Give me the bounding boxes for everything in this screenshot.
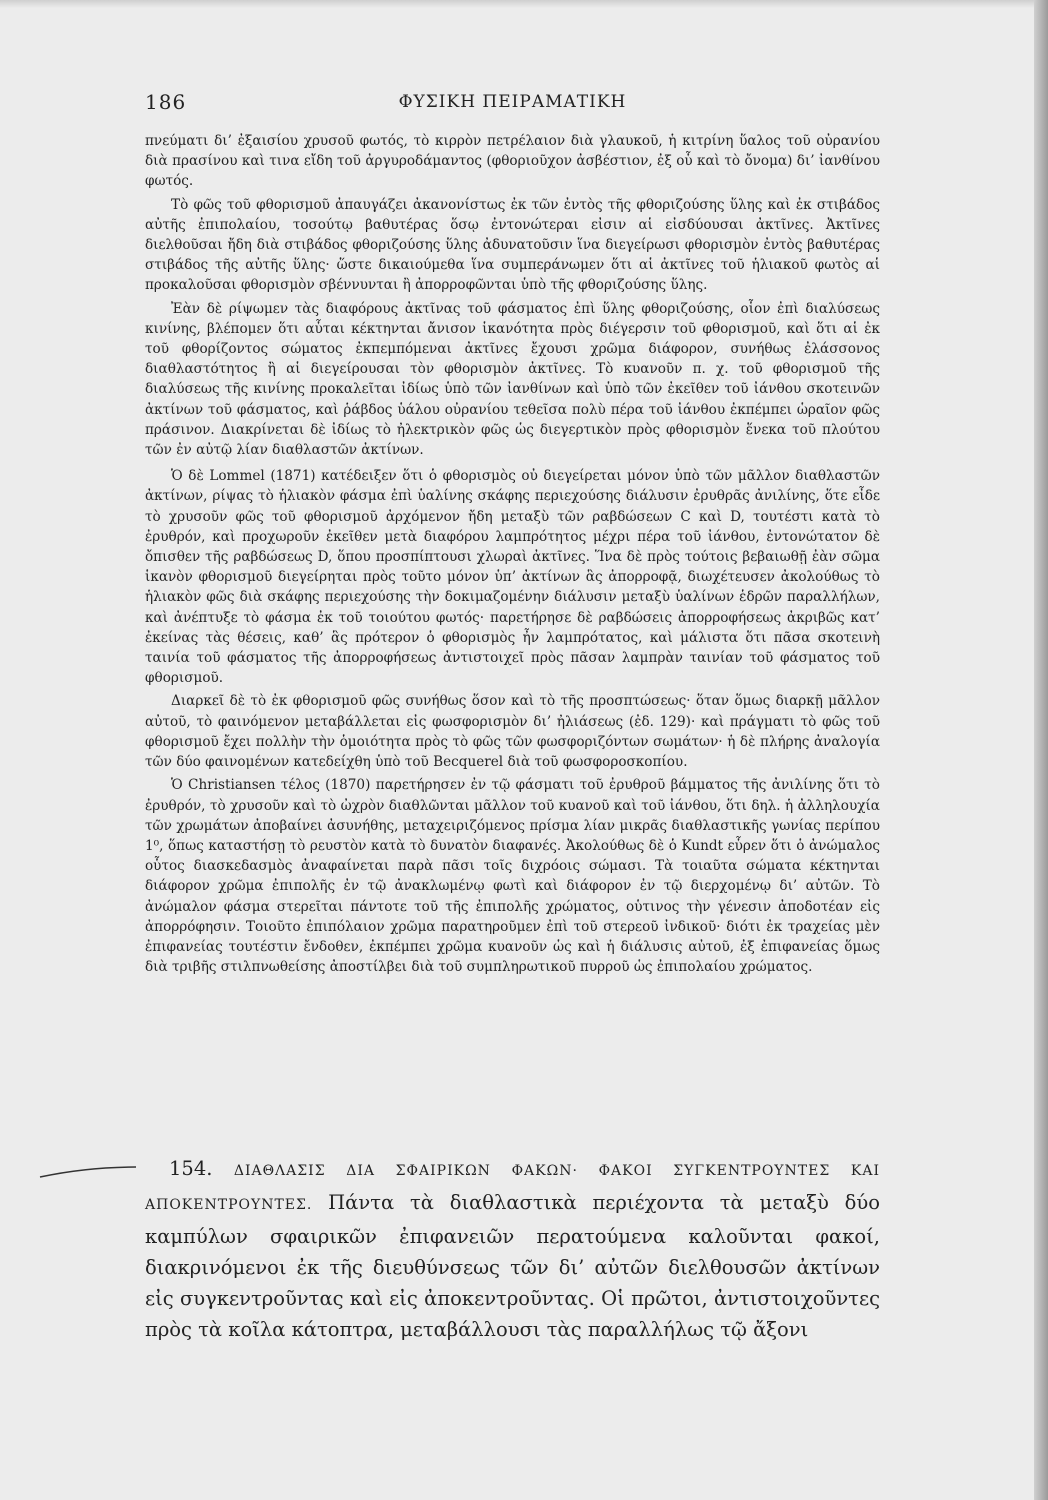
margin-pencil-mark	[38, 1163, 138, 1181]
section-text: Πάντα τὰ διαθλαστικὰ περιέχοντα τὰ μεταξὺ δύο καμπύλων σφαιρικῶν ἐπιφανειῶν περατούμενα καλοῦνται φακοί, διακρινόμενοι ἐκ τῆς διευθύνσεως τῶν δι’ αὐτῶν διελθουσῶν ἀκτίνων εἰς συγκεντροῦντας καὶ εἰς ἀποκεντροῦντας. Οἱ πρῶτοι, ἀντιστοιχοῦντες πρὸς τὰ κοῖλα κάτοπτρα, μεταβάλλουσι τὰς παραλλήλως τῷ ἄξονι	[145, 1191, 880, 1341]
paragraph-christiansen: Ὁ Christiansen τέλος (1870) παρετήρησεν ἐν τῷ φάσματι τοῦ ἐρυθροῦ βάμματος τῆς ἀνιλίνης ὅτι τὸ ἐρυθρόν, τὸ χρυσοῦν καὶ τὸ ὠχρὸν διαθλῶνται μᾶλλον τοῦ κυανοῦ καὶ τοῦ ἰάνθου, ὅτι δηλ. ἡ ἀλληλουχία τῶν χρωμάτων ἀποβαίνει ἀσυνήθης, μεταχειριζόμενος πρίσμα λίαν μικρᾶς διαθλαστικῆς γωνίας περίπου 1⁰, ὅπως καταστήσῃ τὸ ρευστὸν κατὰ τὸ δυνατὸν διαφανές. Ἀκολούθως δὲ ὁ Kundt εὗρεν ὅτι ὁ ἀνώμαλος οὗτος διασκεδασμὸς ἀναφαίνεται παρὰ πᾶσι τοῖς διχρόοις σώμασι. Τὰ τοιαῦτα σώματα κέκτηνται διάφορον χρῶμα ἐπιπολῆς ἐν τῷ ἀνακλωμένῳ φωτὶ καὶ διάφορον ἐν τῷ διερχομένῳ δι’ αὐτῶν. Τὸ ἀνώμαλον φάσμα στερεῖται πάντοτε τοῦ τῆς ἐπιπολῆς χρώματος, οὑτινος τὴν γένεσιν ἀποδοτέαν εἰς ἀπορρόφησιν. Τοιοῦτο ἐπιπόλαιον χρῶμα παρατηροῦμεν ἐπὶ τοῦ στερεοῦ ἰνδικοῦ· διότι ἐκ τραχείας μὲν ἐπιφανείας τουτέστιν ἔνδοθεν, ἐκπέμπει χρῶμα κυανοῦν ὡς καὶ ἡ διάλυσις αὐτοῦ, ἐξ ἐπιφανείας ὅμως διὰ τριβῆς στιλπνωθείσης ἀποστίλβει διὰ τοῦ συμπληρωτικοῦ πυρροῦ ὡς ἐπιπολαίου χρώματος.	[145, 777, 880, 976]
section-heading: ΔΙΑΘΛΑΣΙΣ ΔΙΑ ΣΦΑΙΡΙΚΩΝ ΦΑΚΩΝ· ΦΑΚΟΙ ΣΥΓΚΕΝΤΡΟΥΝΤΕΣ ΚΑΙ ΑΠΟΚΕΝΤΡΟΥΝΤΕΣ.	[145, 1163, 880, 1213]
page-number: 186	[145, 90, 187, 114]
section-paragraph	[145, 1153, 880, 1345]
section-154	[145, 1153, 880, 1345]
paragraph-continuation: πνεύματι δι’ ἐξαισίου χρυσοῦ φωτός, τὸ κιρρὸν πετρέλαιον διὰ γλαυκοῦ, ἡ κιτρίνη ὕαλος τοῦ οὐρανίου διὰ πρασίνου καὶ τινα εἴδη τοῦ ἀργυροδάμαντος (φθοριοῦχον ἀσβέστιον, ἐξ οὗ καὶ τὸ ὄνομα) δι’ ἰανθίνου φωτός.	[145, 133, 880, 190]
paragraph-phosphorescence: Διαρκεῖ δὲ τὸ ἐκ φθορισμοῦ φῶς συνήθως ὅσον καὶ τὸ τῆς προσπτώσεως· ὅταν ὅμως διαρκῇ μᾶλλον αὐτοῦ, τὸ φαινόμενον μεταβάλλεται εἰς φωσφορισμὸν δι’ ἠλιάσεως (ἐδ. 129)· καὶ πράγματι τὸ φῶς τοῦ φθορισμοῦ ἔχει πολλὴν τὴν ὁμοιότητα πρὸς τὸ φῶς τῶν φωσφοριζόντων σωμάτων· ἡ δὲ πλήρης ἀναλογία τῶν δύο φαινομένων κατεδείχθη ὑπὸ τοῦ Becquerel διὰ τοῦ φωσφοροσκοπίου.	[145, 693, 880, 771]
paragraph-spectrum-rays: Ἐὰν δὲ ρίψωμεν τὰς διαφόρους ἀκτῖνας τοῦ φάσματος ἐπὶ ὕλης φθοριζούσης, οἷον ἐπὶ διαλύσεως κινίνης, βλέπομεν ὅτι αὗται κέκτηνται ἄνισον ἱκανότητα πρὸς διέγερσιν τοῦ φθορισμοῦ, καὶ ὅτι αἱ ἐκ τοῦ φθορίζοντος σώματος ἐκπεμπόμεναι ἀκτῖνες ἔχουσι χρῶμα διάφορον, συνήθως ἐλάσσονος διαθλαστότητος ἢ αἱ διεγείρουσαι τὸν φθορισμὸν ἀκτῖνες. Τὸ κυανοῦν π. χ. τοῦ φθορισμοῦ τῆς διαλύσεως τῆς κινίνης προκαλεῖται ἰδίως ὑπὸ τῶν ἰανθίνων καὶ ὑπὸ τῶν ἐκεῖθεν τοῦ ἰάνθου σκοτεινῶν ἀκτίνων τοῦ φάσματος, καὶ ῥάβδος ὑάλου οὐρανίου τεθεῖσα πολὺ πέρα τοῦ ἰάνθου ἐκπέμπει ὡραῖον φῶς πράσινον. Διακρίνεται δὲ ἰδίως τὸ ἠλεκτρικὸν φῶς ὡς διεγερτικὸν πρὸς φθορισμὸν ἕνεκα τοῦ πλούτου τῶν ἐν αὐτῷ λίαν διαθλαστῶν ἀκτίνων.	[145, 300, 880, 459]
body-text	[145, 131, 880, 977]
section-number: 154.	[169, 1157, 213, 1180]
running-title: ΦΥΣΙΚΗ ΠΕΙΡΑΜΑΤΙΚΗ	[398, 92, 627, 112]
page-header	[145, 90, 880, 120]
paragraph-fluorescence-light: Τὸ φῶς τοῦ φθορισμοῦ ἀπαυγάζει ἀκανονίστως ἐκ τῶν ἐντὸς τῆς φθοριζούσης ὕλης καὶ ἐκ στιβάδος αὐτῆς ἐπιπολαίου, τοσούτῳ βαθυτέρας ὅσῳ ἐντονώτεραι εἰσιν αἱ εἰσδύουσαι ἀκτῖνες. Ἀκτῖνες διελθοῦσαι ἤδη διὰ στιβάδος φθοριζούσης ὕλης ἀδυνατοῦσιν ἵνα διεγείρωσι φθορισμὸν ἐντὸς βαθυτέρας στιβάδος τῆς αὐτῆς ὕλης· ὥστε δικαιούμεθα ἵνα συμπεράνωμεν ὅτι αἱ ἀκτῖνες τοῦ ἡλιακοῦ φωτὸς αἱ προκαλοῦσαι φθορισμὸν σβέννυνται ἢ ἀπορροφῶνται ὑπὸ τῆς φθοριζούσης ὕλης.	[145, 196, 880, 294]
page-top-edge	[0, 0, 1048, 8]
page-right-edge	[1034, 0, 1048, 1500]
paragraph-lommel: Ὁ δὲ Lommel (1871) κατέδειξεν ὅτι ὁ φθορισμὸς οὐ διεγείρεται μόνον ὑπὸ τῶν μᾶλλον διαθλαστῶν ἀκτίνων, ρίψας τὸ ἡλιακὸν φάσμα ἐπὶ ὑαλίνης σκάφης περιεχούσης διάλυσιν ἐρυθρᾶς ἀνιλίνης, ὅτε εἶδε τὸ χρυσοῦν φῶς τοῦ φθορισμοῦ ἀρχόμενον ἤδη μεταξὺ τῶν ραβδώσεων C καὶ D, τουτέστι κατὰ τὸ ἐρυθρόν, καὶ προχωροῦν ἐκεῖθεν μετὰ διαφόρου λαμπρότητος μέχρι πέρα τοῦ ἰάνθου, ἐντονώτατον δὲ ὄπισθεν τῆς ραβδώσεως D, ὅπου προσπίπτουσι χλωραὶ ἀκτῖνες. Ἵνα δὲ πρὸς τούτοις βεβαιωθῇ ἐὰν σῶμα ἱκανὸν φθορισμοῦ διεγείρηται πρὸς τοῦτο μόνον ὑπ’ ἀκτίνων ἃς ἀπορροφᾷ, διωχέτευσεν ἀκολούθως τὸ ἡλιακὸν φῶς διὰ σκάφης περιεχούσης τὴν δοκιμαζομένην διάλυσιν μεταξὺ ὑαλίνων ἑδρῶν παραλλήλων, καὶ ἀνέπτυξε τὸ φάσμα ἐκ τοῦ τοιούτου φωτός· παρετήρησε δὲ ραβδώσεις ἀπορροφήσεως ἀκριβῶς κατ’ ἐκείνας τὰς θέσεις, καθ’ ἃς πρότερον ὁ φθορισμὸς ἦν λαμπρότατος, καὶ μάλιστα ὅτι πᾶσα σκοτεινὴ ταινία τοῦ φάσματος τῆς ἀπορροφήσεως ἀντιστοιχεῖ πρὸς πᾶσαν λαμπρὰν ταινίαν τοῦ φάσματος τοῦ φθορισμοῦ.	[145, 468, 880, 687]
